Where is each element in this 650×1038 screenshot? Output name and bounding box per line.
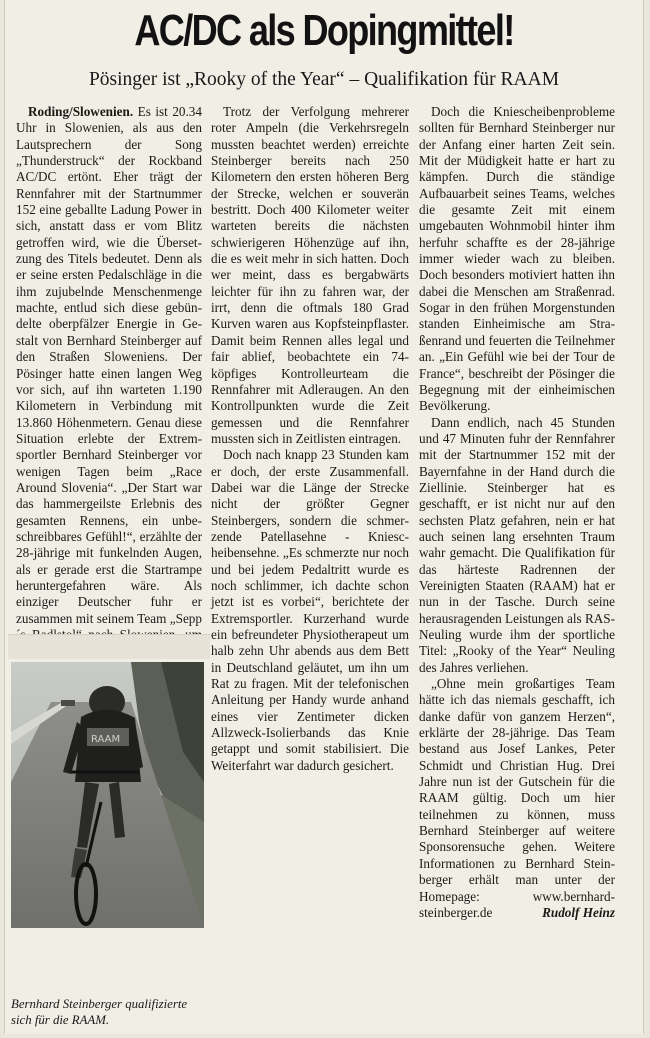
cyclist-photo-image — [11, 662, 204, 928]
dateline: Roding/Slowenien. — [28, 104, 134, 119]
paragraph: Doch die Kniescheibenprobleme sollten für Bernhard Steinberger nur der Anfang einer harten Zeit sein. Mit der Müdigkeit hatte er hart zu kämpfen. Durch die ständige Aufbauarbeit seines Teams, welches die gesamte Zeit mit einem umgebauten Wohnmobil hinter ihm herfuhr schaffte es der 28-jährige immer wieder wach zu bleiben. Doch besonders motiviert hatten ihn dabei die Menschen am Straßenrad. Sogar in den frühen Morgenstunden standen Einheimische am Straßenrand und feuerten die Teilnehmer an. „Ein Gefühl wie bei der Tour de France“, beschreibt der Pösinger die Begegnung mit der einheimischen Bevölkerung. — [419, 104, 615, 414]
svg-text:RAAM: RAAM — [91, 734, 121, 745]
article-headline: AC/DC als Dopingmittel! — [134, 6, 514, 55]
paragraph — [419, 676, 615, 921]
article-column-1 — [16, 104, 202, 692]
author-byline: Rudolf Heinz — [542, 904, 615, 920]
paragraph: Dann endlich, nach 45 Stunden und 47 Minuten fuhr der Rennfahrer mit der Startnummer 152 mit der Bayernfahne in der Hand durch die Ziellinie. Steinberger hat es geschafft, er ist nicht nur auf den sechsten Platz gefahren, nein er hat auch seinen lang ersehnten Traum wahr gemacht. Die Qualifikation für das härteste Radrennen der Vereinigten Staaten (RAAM) hat er nun in der Tasche. Durch seine herausragenden Leistungen als RAS-Neuling wurde ihm der sportliche Titel: „Rooky of the Year“ Neuling des Jahres verliehen. — [419, 414, 615, 675]
article-column-2 — [211, 104, 409, 774]
column-divider-band — [8, 634, 210, 659]
article-subheadline: Pösinger ist „Rooky of the Year“ – Qualifikation für RAAM — [88, 69, 560, 90]
article-column-3 — [419, 104, 615, 921]
photo-caption: Bernhard Steinberger qualifizierte sich für die RAAM. — [11, 997, 188, 1027]
paragraph: Doch nach knapp 23 Stunden kam er doch, der erste Zusammenfall. Dabei war die Länge der Strecke nicht der größter Gegner Steinbergers, sondern die schmerzende Patellasehne - Kniescheibensehne. „Es schmerzte nur noch und bei jedem Pedaltritt wurde es noch schlimmer, ich dachte schon jetzt ist es vorbei“, berichtete der Extremsportler. Kurzerhand wurde ein befreundeter Physiotherapeut um halb zehn Uhr abends aus dem Bett in Deutschland geläutet, um ihn um Rat zu fragen. Mit der telefonischen Anleitung per Handy wurde anhand eines vier Zentimeter dicken Allzweck-Isolierbands das Knie getappt und somit stabilisiert. Die Weiterfahrt war dadurch gesichert. — [211, 447, 409, 773]
closing-text: „Ohne mein großartiges Team hätte ich das niemals geschafft, ich danke dafür von ganzem Herzen“, erklärte der 28-jährige. Das Team bestand aus Josef Lankes, Peter Schmidt und Christian Hug. Drei Jahre nun ist der Gutschein für die RAAM gültig. Doch um hier teilnehmen zu können, muss Bernhard Steinberger auf weitere Sponsorensuche gehen. Weitere Informationen zu Bernhard Steinberger erhält man unter der Homepage: www.bernhard-steinberger.de — [419, 676, 615, 920]
lead-paragraph — [16, 104, 202, 692]
cyclist-photo — [11, 662, 204, 928]
newspaper-clipping — [4, 0, 644, 1034]
lead-text: Es ist 20.34 Uhr in Slowenien, als aus den Lautsprechern der Song „Thunderstruck“ der Rockband AC/DC ertönt. Eher trägt der Rennfahrer mit der Startnummer 152 eine geballte Ladung Power in sich, anstatt dass er vom Blitz getroffen wird, wie die Übersetzung des Titels bedeutet. Denn als er seine ersten Pedalschläge in die ihm zujubelnde Menschenmenge machte, entlud sich diese gebündelte oberpfälzer Energie in Gestalt von Bernhard Steinberger auf den Straßen Sloweniens. Der Pösinger hatte einen langen Weg vor sich, auf ihn warteten 1.190 Kilometern in Verbindung mit 13.860 Höhenmetern. Genau diese Situation erlebte der Extremsportler Bernhard Steinberger vor wenigen Tagen beim „Race Around Slovenia“. „Der Start war das hammergeilste Erlebnis des gesamten Rennens, ein unbeschreibbares Gefühl!“, erzählte der 28-jährige mit funkelnden Augen, als er gerade erst die Startrampe heruntergefahren wäre. Als einziger Deutscher fuhr er zusammen mit seinem Team „Sepp — [16, 104, 202, 626]
paragraph: Trotz der Verfolgung mehrerer roter Ampeln (die Verkehrsregeln mussten beachtet werden) erreichte Steinberger bereits nach 250 Kilometern den ersten höheren Berg der Strecke, welchen er souverän bestritt. Doch 400 Kilometer weiter warteten bereits die nächsten schwierigeren Höhenzüge auf ihn, die es weit mehr in sich hatten. Doch wer meint, dass es bergabwärts leichter für ihn zu fahren war, der irrt, denn die oftmals 180 Grad Kurven waren aus Kopfsteinpflaster. Damit beim Rennen alles legal und fair ablief, beobachtete ein 74-köpfiges Kontrolleurteam die Rennfahrer mit Adleraugen. An den Kontrollpunkten wurde die Zeit gemessen und die Rennfahrer mussten sich in Zeitlisten eintragen. — [211, 104, 409, 446]
